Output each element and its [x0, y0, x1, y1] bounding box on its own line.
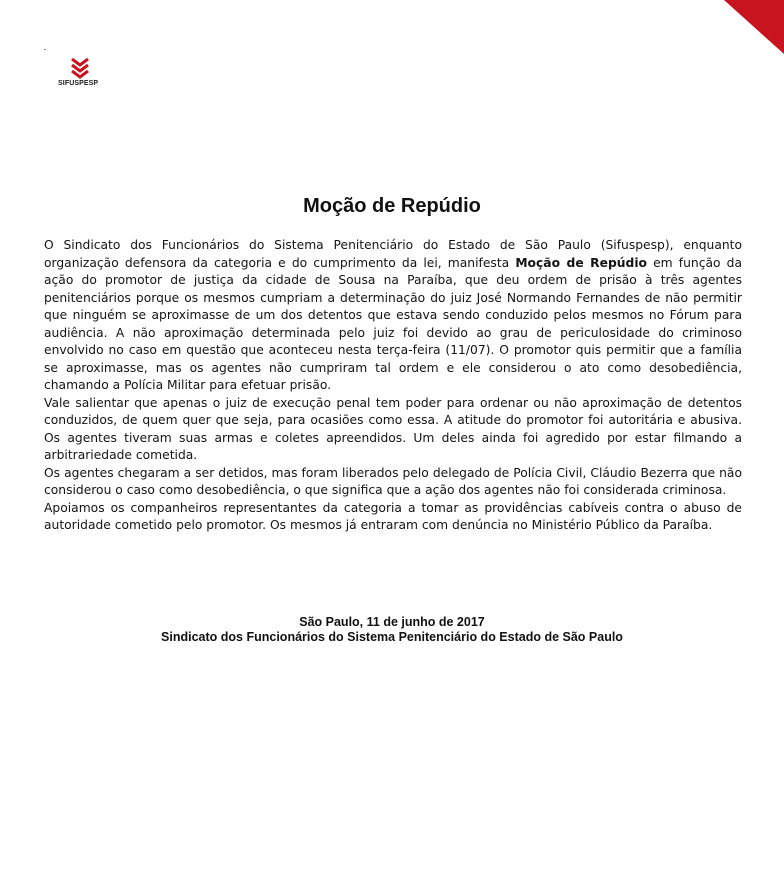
document-body: [44, 237, 742, 535]
paragraph-1: [44, 237, 742, 395]
corner-accent: [724, 0, 784, 54]
signature-date: São Paulo, 11 de junho de 2017: [299, 615, 485, 629]
logo-text: SIFUSPESP: [58, 80, 99, 87]
paragraph-2: Vale salientar que apenas o juiz de execução penal tem poder para ordenar ou não aproximação de detentos conduzidos, de quem quer que seja, para ocasiões como essa. A atitude do promotor foi autoritária e abusiva. Os agentes tiveram suas armas e coletes apreendidos. Um deles ainda foi agredido por estar filmando a arbitrariedade cometida.: [44, 395, 742, 462]
page-mark: [44, 49, 46, 50]
paragraph-4: Apoiamos os companheiros representantes da categoria a tomar as providências cabíveis contra o abuso de autoridade cometido pelo promotor. Os mesmos já entraram com denúncia no Ministério Público da Paraíba.: [44, 500, 742, 532]
chevron-stack-icon: [70, 58, 90, 80]
paragraph-1-text-b: em função da ação do promotor de justiça da cidade de Sousa na Paraíba, que deu ordem de prisão à três agentes penitenciários porque os mesmos cumpriam a determinação do juiz José Normando Fernandes de não permitir que ninguém se aproximasse de um dos detentos que estava sendo conduzido pelos mesmos no Fórum para audiência. A não aproximação determinada pelo juiz foi devido ao grau de periculosidade do criminoso envolvido no caso em questão que aconteceu nesta terça-feira (11/07). O promotor quis permitir que a família se aproximasse, mas os agentes não cumpriram tal ordem e ele considerou o ato como desobediência, chamando a Polícia Militar para efetuar prisão.: [44, 255, 742, 392]
paragraph-1-text-a: O Sindicato dos Funcionários do Sistema Penitenciário do Estado de São Paulo (Sifuspesp), enquanto organização defensora da categoria e do cumprimento da lei, manifesta: [44, 238, 742, 270]
signature-organization: Sindicato dos Funcionários do Sistema Penitenciário do Estado de São Paulo: [161, 630, 623, 644]
paragraph-3: Os agentes chegaram a ser detidos, mas foram liberados pelo delegado de Polícia Civil, Cláudio Bezerra que não considerou o caso como desobediência, o que significa que a ação dos agentes não foi considerada criminosa.: [44, 465, 742, 497]
document-title: Moção de Repúdio: [303, 195, 481, 217]
paragraph-1-emphasis: Moção de Repúdio: [515, 255, 647, 270]
